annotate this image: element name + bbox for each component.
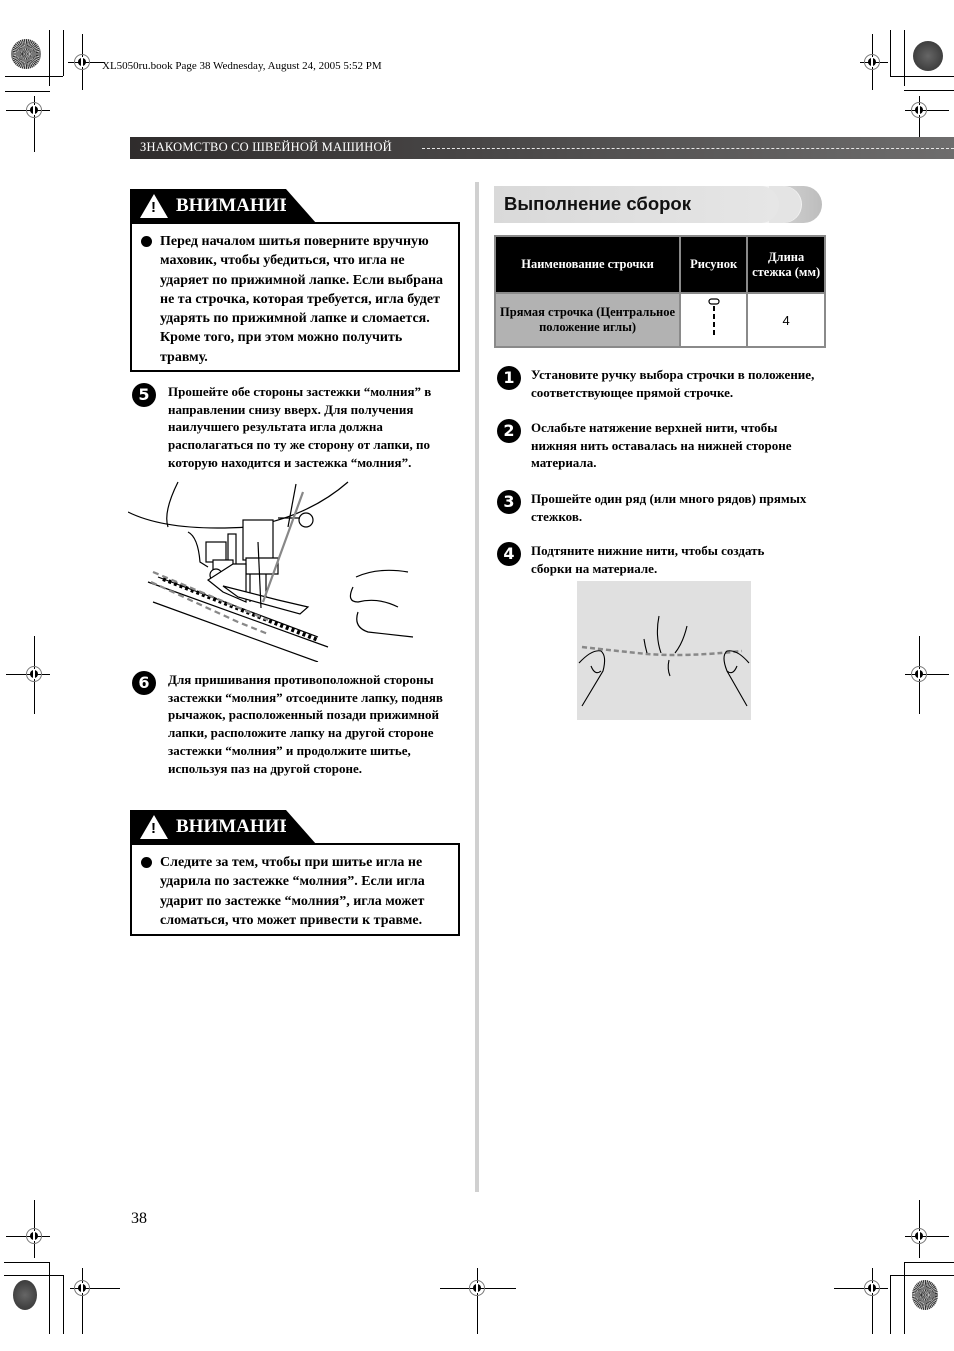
warning-triangle-icon: !	[140, 194, 168, 218]
straight-stitch-icon	[707, 298, 721, 338]
section-title: ЗНАКОМСТВО СО ШВЕЙНОЙ МАШИНОЙ	[140, 140, 392, 154]
heading-title: Выполнение сборок	[504, 193, 691, 214]
step-number-badge: 1	[497, 366, 521, 390]
bullet-icon	[141, 857, 152, 868]
registration-mark-icon	[26, 666, 42, 682]
registration-mark-icon	[864, 54, 880, 70]
column-divider	[475, 182, 479, 1192]
color-target-icon	[912, 1280, 938, 1310]
column-header: Длина стежка (мм)	[747, 236, 825, 293]
step-text: Для пришивания противоположной стороны застежки “молния” отсоедините лапку, подняв рычажок, расположенный позади прижимной лапки, расположите лапку на другой стороне застежки “молния” и продолжите шитье, используя паз на другой стороне.	[168, 672, 443, 776]
registration-mark-icon	[911, 1228, 927, 1244]
color-target-icon	[13, 1280, 37, 1310]
registration-mark-icon	[469, 1280, 485, 1296]
warning-header	[130, 810, 293, 844]
section-heading	[494, 186, 822, 223]
registration-mark-icon	[911, 102, 927, 118]
gathering-threads-illustration	[577, 581, 751, 720]
column-header: Наименование строчки	[495, 236, 680, 293]
color-target-icon	[913, 41, 943, 71]
warning-text: Следите за тем, чтобы при шитье игла не ударила по застежке “молния”. Если игла ударит по застежке “молния”, игла может сломаться, что может привести к травме.	[132, 853, 450, 930]
warning-box	[130, 843, 460, 936]
table-row	[495, 293, 825, 347]
step-text: Ослабьте натяжение верхней нити, чтобы нижняя нить оставалась на нижней стороне материала.	[531, 420, 792, 471]
bullet-icon	[141, 236, 152, 247]
color-target-icon	[11, 39, 41, 69]
registration-mark-icon	[74, 1280, 90, 1296]
step-number-badge: 2	[497, 419, 521, 443]
band-dashed-line	[422, 148, 954, 149]
warning-header	[130, 189, 293, 223]
registration-mark-icon	[74, 54, 90, 70]
step-text: Установите ручку выбора строчки в положение, соответствующее прямой строчке.	[531, 367, 815, 400]
step-text: Прошейте обе стороны застежки “молния” в направлении снизу вверх. Для получения наилучшего результата игла должна располагаться по ту же сторону от лапки, по которую находится и застежка “молния”.	[168, 384, 432, 470]
print-header: XL5050ru.book Page 38 Wednesday, August 24, 2005 5:52 PM	[102, 60, 382, 72]
warning-label: ВНИМАНИЕ	[176, 195, 293, 216]
registration-mark-icon	[26, 102, 42, 118]
step-number-badge: 4	[497, 542, 521, 566]
registration-mark-icon	[864, 1280, 880, 1296]
registration-mark-icon	[911, 666, 927, 682]
warning-label: ВНИМАНИЕ	[176, 816, 293, 837]
stitch-length-cell: 4	[747, 293, 825, 347]
table-header-row	[495, 236, 825, 293]
step-number-badge: 3	[497, 490, 521, 514]
warning-triangle-icon: !	[140, 815, 168, 839]
registration-mark-icon	[26, 1228, 42, 1244]
sewing-zipper-illustration	[128, 472, 428, 662]
step-number-badge: 6	[132, 671, 156, 695]
step-number-badge: 5	[132, 383, 156, 407]
stitch-pattern-cell	[680, 293, 747, 347]
column-header: Рисунок	[680, 236, 747, 293]
section-band	[130, 137, 954, 159]
stitch-table	[494, 235, 826, 348]
step-text: Прошейте один ряд (или много рядов) прямых стежков.	[531, 491, 807, 524]
step-text: Подтяните нижние нити, чтобы создать сборки на материале.	[531, 543, 765, 576]
warning-box	[130, 222, 460, 372]
warning-text: Перед началом шитья поверните вручную маховик, чтобы убедиться, что игла не ударяет по прижимной лапке. Если выбрана не та строчка, которая требуется, игла будет ударять по прижимной лапке и сломается. Кроме того, при этом можно получить травму.	[132, 232, 450, 367]
page-number: 38	[131, 1210, 147, 1227]
stitch-name-cell: Прямая строчка (Центральное положение иглы)	[495, 293, 680, 347]
